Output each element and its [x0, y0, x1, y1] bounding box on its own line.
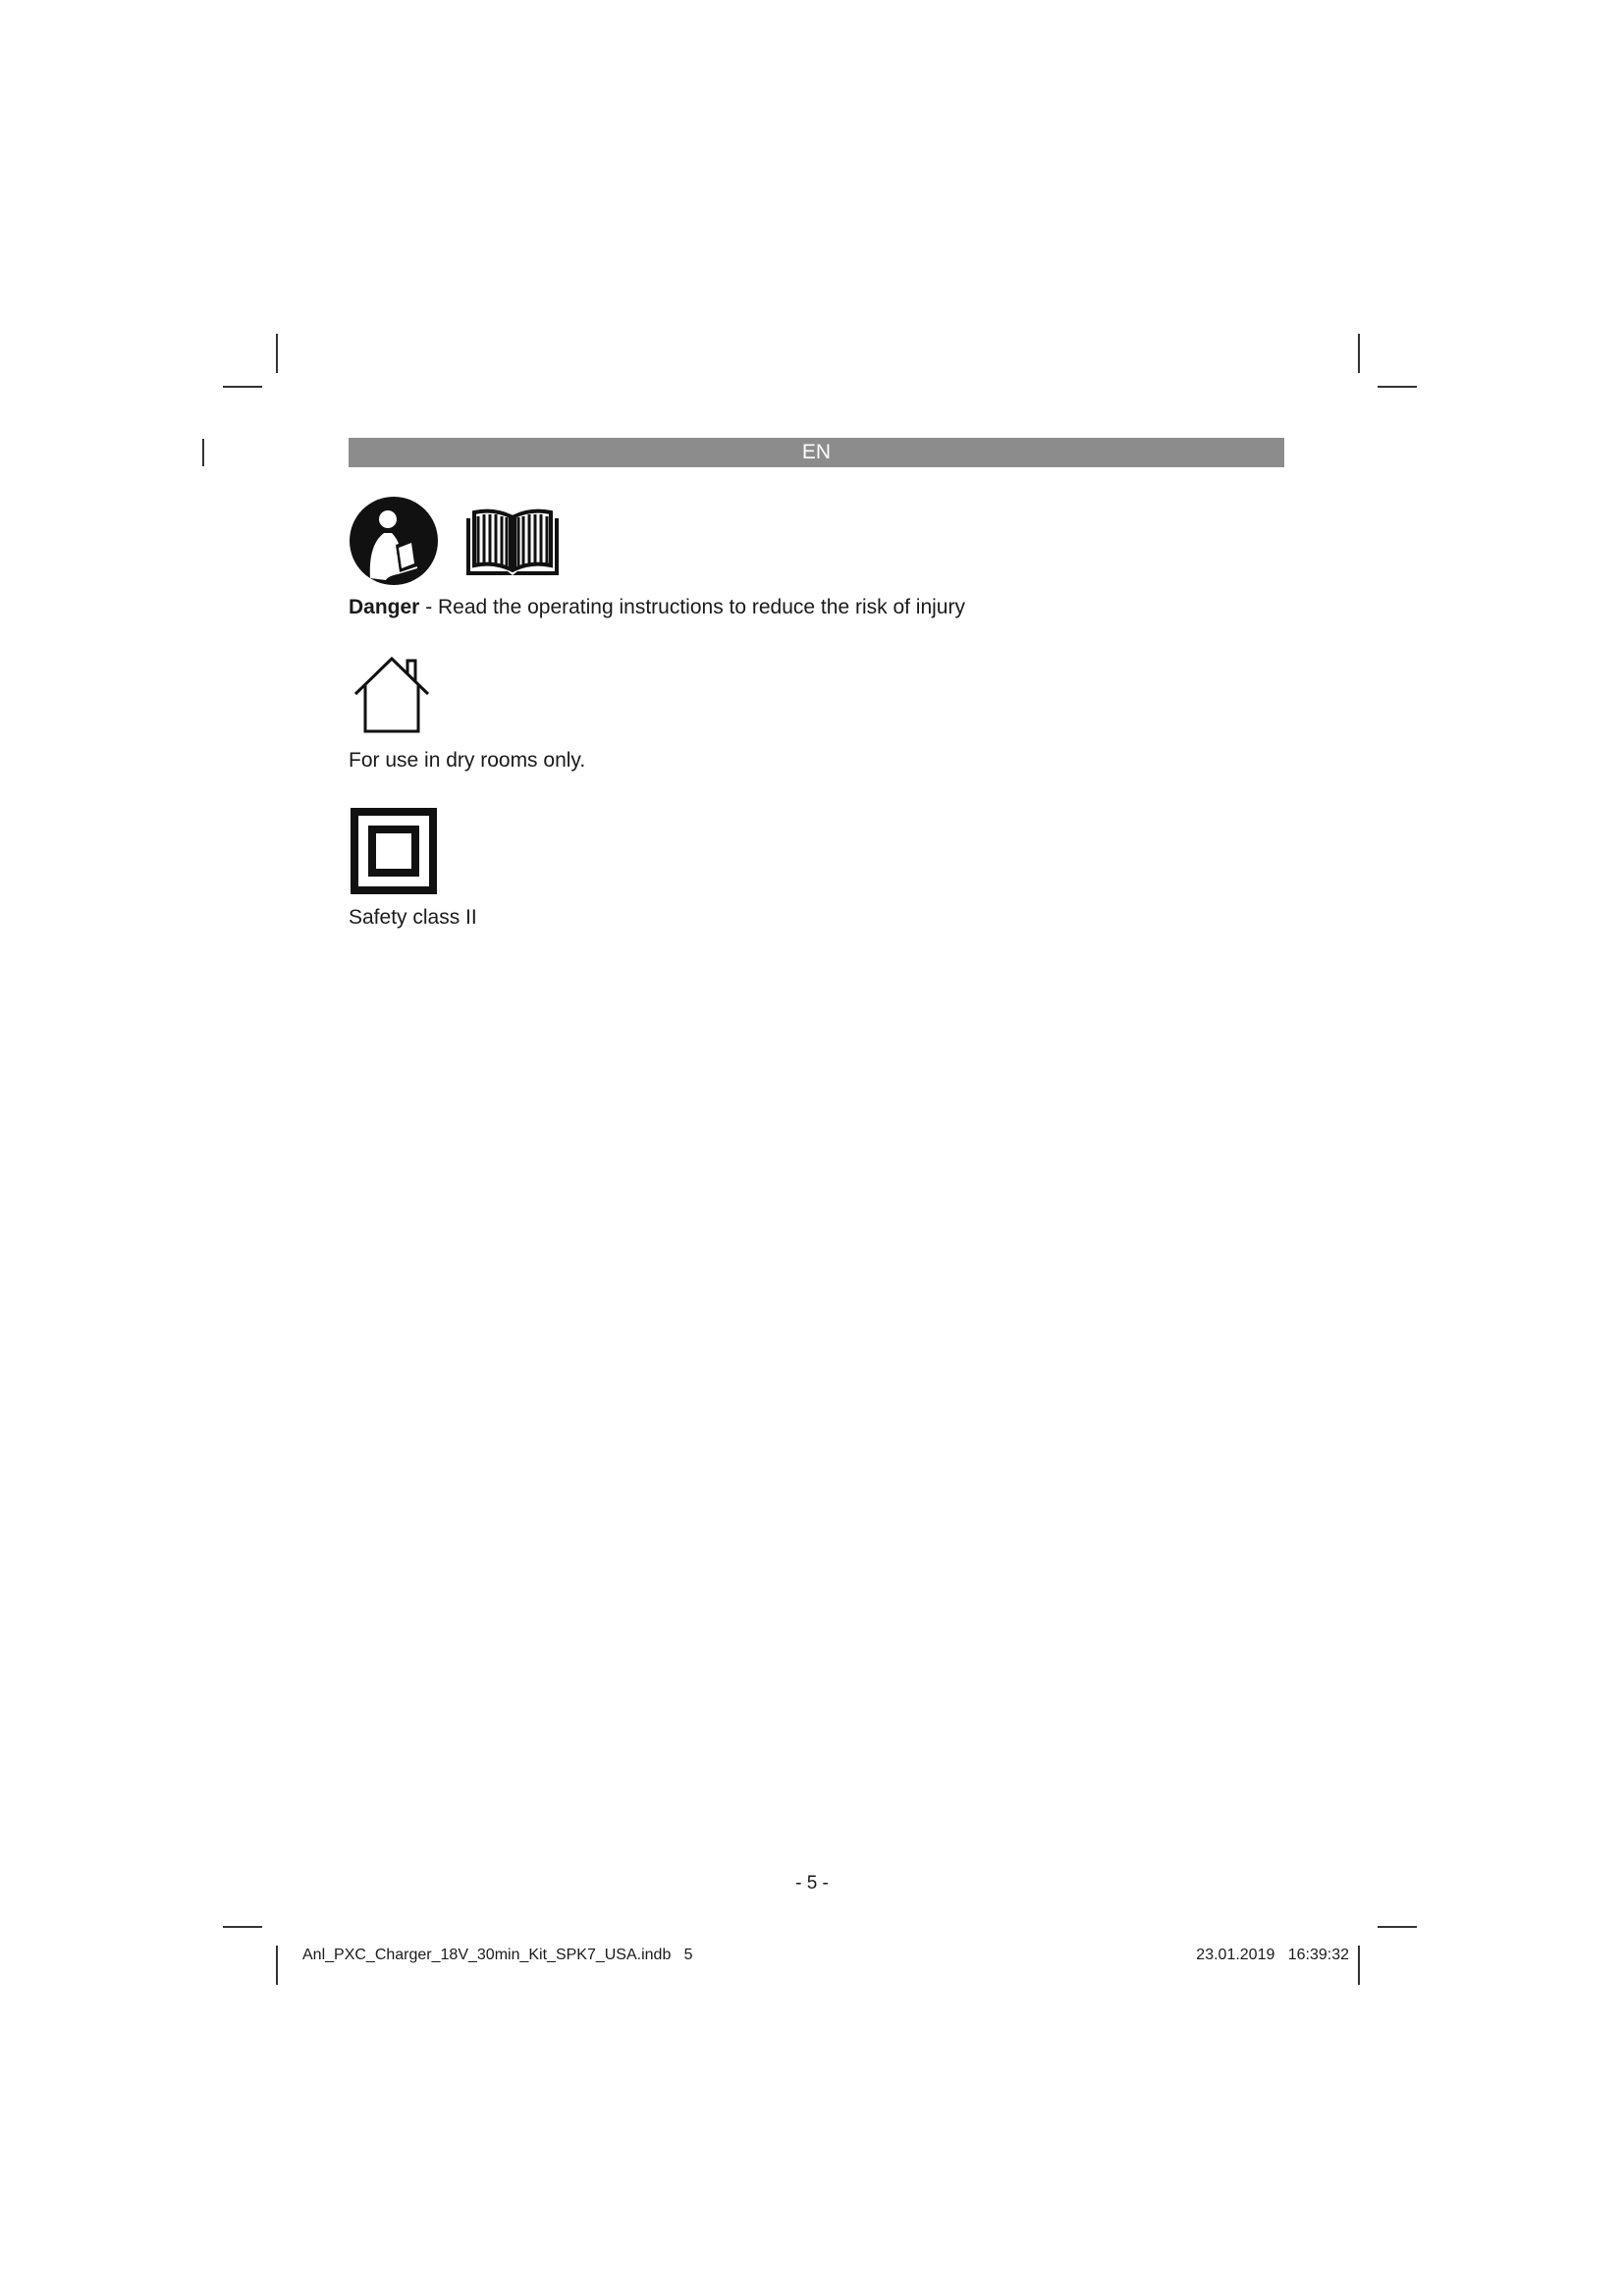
crop-mark [202, 439, 204, 466]
crop-mark [1378, 1926, 1417, 1928]
symbol-caption [349, 596, 965, 619]
safety-class-ii-icon [351, 808, 437, 894]
crop-mark [276, 334, 278, 373]
footer-date-time: 23.01.2019 16:39:32 [1196, 1947, 1349, 1963]
footer-file-name: Anl_PXC_Charger_18V_30min_Kit_SPK7_USA.indb 5 [302, 1947, 693, 1963]
language-header-bar [349, 438, 1284, 467]
crop-mark [223, 386, 262, 388]
crop-mark [276, 1946, 278, 1985]
symbol-caption: Safety class II [349, 906, 477, 929]
symbol-caption: For use in dry rooms only. [349, 749, 586, 772]
page-number: - 5 - [795, 1873, 829, 1894]
open-book-icon [464, 508, 561, 577]
crop-mark [223, 1926, 262, 1928]
indoor-house-icon [352, 655, 433, 733]
danger-label: Danger [349, 596, 420, 618]
crop-mark [1378, 386, 1417, 388]
crop-mark [1358, 334, 1360, 373]
language-code: EN [801, 441, 832, 463]
danger-text: - Read the operating instructions to reduce the risk of injury [419, 596, 965, 618]
crop-mark [1358, 1946, 1360, 1985]
read-manual-icon [349, 496, 439, 586]
